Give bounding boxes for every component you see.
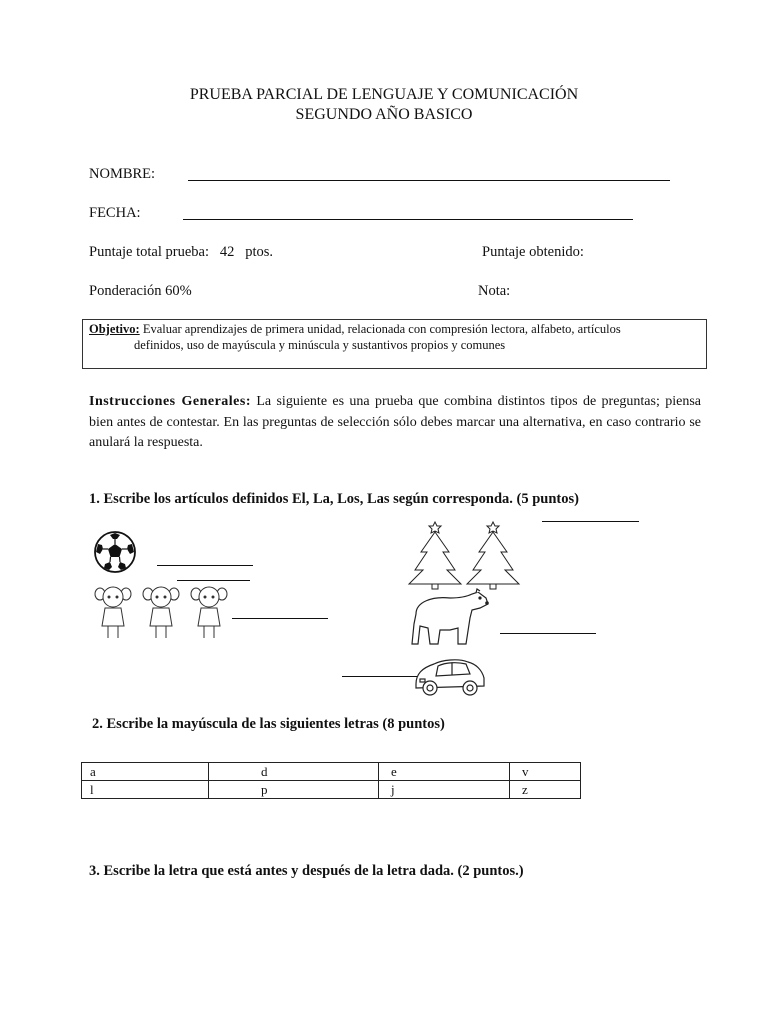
objective-text-line1: Evaluar aprendizajes de primera unidad, relacionada con compresión lectora, alfabeto, artículos [139, 322, 621, 336]
letter-cell[interactable]: j [379, 781, 510, 799]
answer-line-car[interactable] [342, 676, 417, 677]
polar-bear-icon [410, 588, 492, 648]
page-subtitle: SEGUNDO AÑO BASICO [295, 106, 473, 123]
objective-label: Objetivo: [89, 322, 140, 336]
question-3: 3. Escribe la letra que está antes y después de la letra dada. (2 puntos.) [89, 863, 524, 879]
objective-box [82, 319, 707, 369]
fecha-label: FECHA: [89, 205, 141, 221]
answer-line-bear[interactable] [500, 633, 596, 634]
letter-cell[interactable]: v [510, 763, 581, 781]
christmas-trees-icon [405, 520, 525, 590]
answer-line-girls[interactable] [232, 618, 328, 619]
question-2: 2. Escribe la mayúscula de las siguientes letras (8 puntos) [92, 716, 445, 732]
page-title: PRUEBA PARCIAL DE LENGUAJE Y COMUNICACIÓN [189, 86, 579, 103]
girls-icon [93, 582, 233, 642]
nombre-label: NOMBRE: [89, 166, 156, 182]
instructions-label: Instrucciones Generales: [89, 394, 251, 409]
puntaje-obtenido-label: Puntaje obtenido: [482, 244, 584, 260]
letter-cell[interactable]: d [209, 763, 379, 781]
nota-label: Nota: [478, 283, 511, 299]
letter-cell[interactable]: z [510, 781, 581, 799]
ponderacion-label: Ponderación 60% [89, 283, 192, 299]
answer-line-ball-2 [177, 580, 250, 581]
letter-cell[interactable]: a [82, 763, 209, 781]
nombre-answer-line[interactable] [188, 180, 670, 181]
puntaje-total-label: Puntaje total prueba: 42 ptos. [89, 244, 274, 260]
letter-cell[interactable]: e [379, 763, 510, 781]
instructions-text: La siguiente es una prueba que combina distintos tipos de preguntas; piensa bien antes de contestar. En las preguntas de selección sólo debes marcar una alternativa, en caso contrario se anulará la respuesta. [89, 394, 701, 450]
fecha-answer-line[interactable] [183, 219, 633, 220]
letter-cell[interactable]: p [209, 781, 379, 799]
letters-table [81, 762, 581, 799]
letter-cell[interactable]: l [82, 781, 209, 799]
objective-text-line2: definidos, uso de mayúscula y minúscula y sustantivos propios y comunes [134, 337, 506, 352]
answer-line-trees[interactable] [542, 521, 639, 522]
car-icon [412, 652, 488, 700]
table-row [82, 763, 581, 781]
question-1: 1. Escribe los artículos definidos El, La, Los, Las según corresponda. (5 puntos) [89, 491, 579, 507]
answer-line-ball[interactable] [157, 565, 253, 566]
table-row [82, 781, 581, 799]
soccer-ball-icon [93, 530, 137, 574]
instructions [89, 392, 701, 454]
